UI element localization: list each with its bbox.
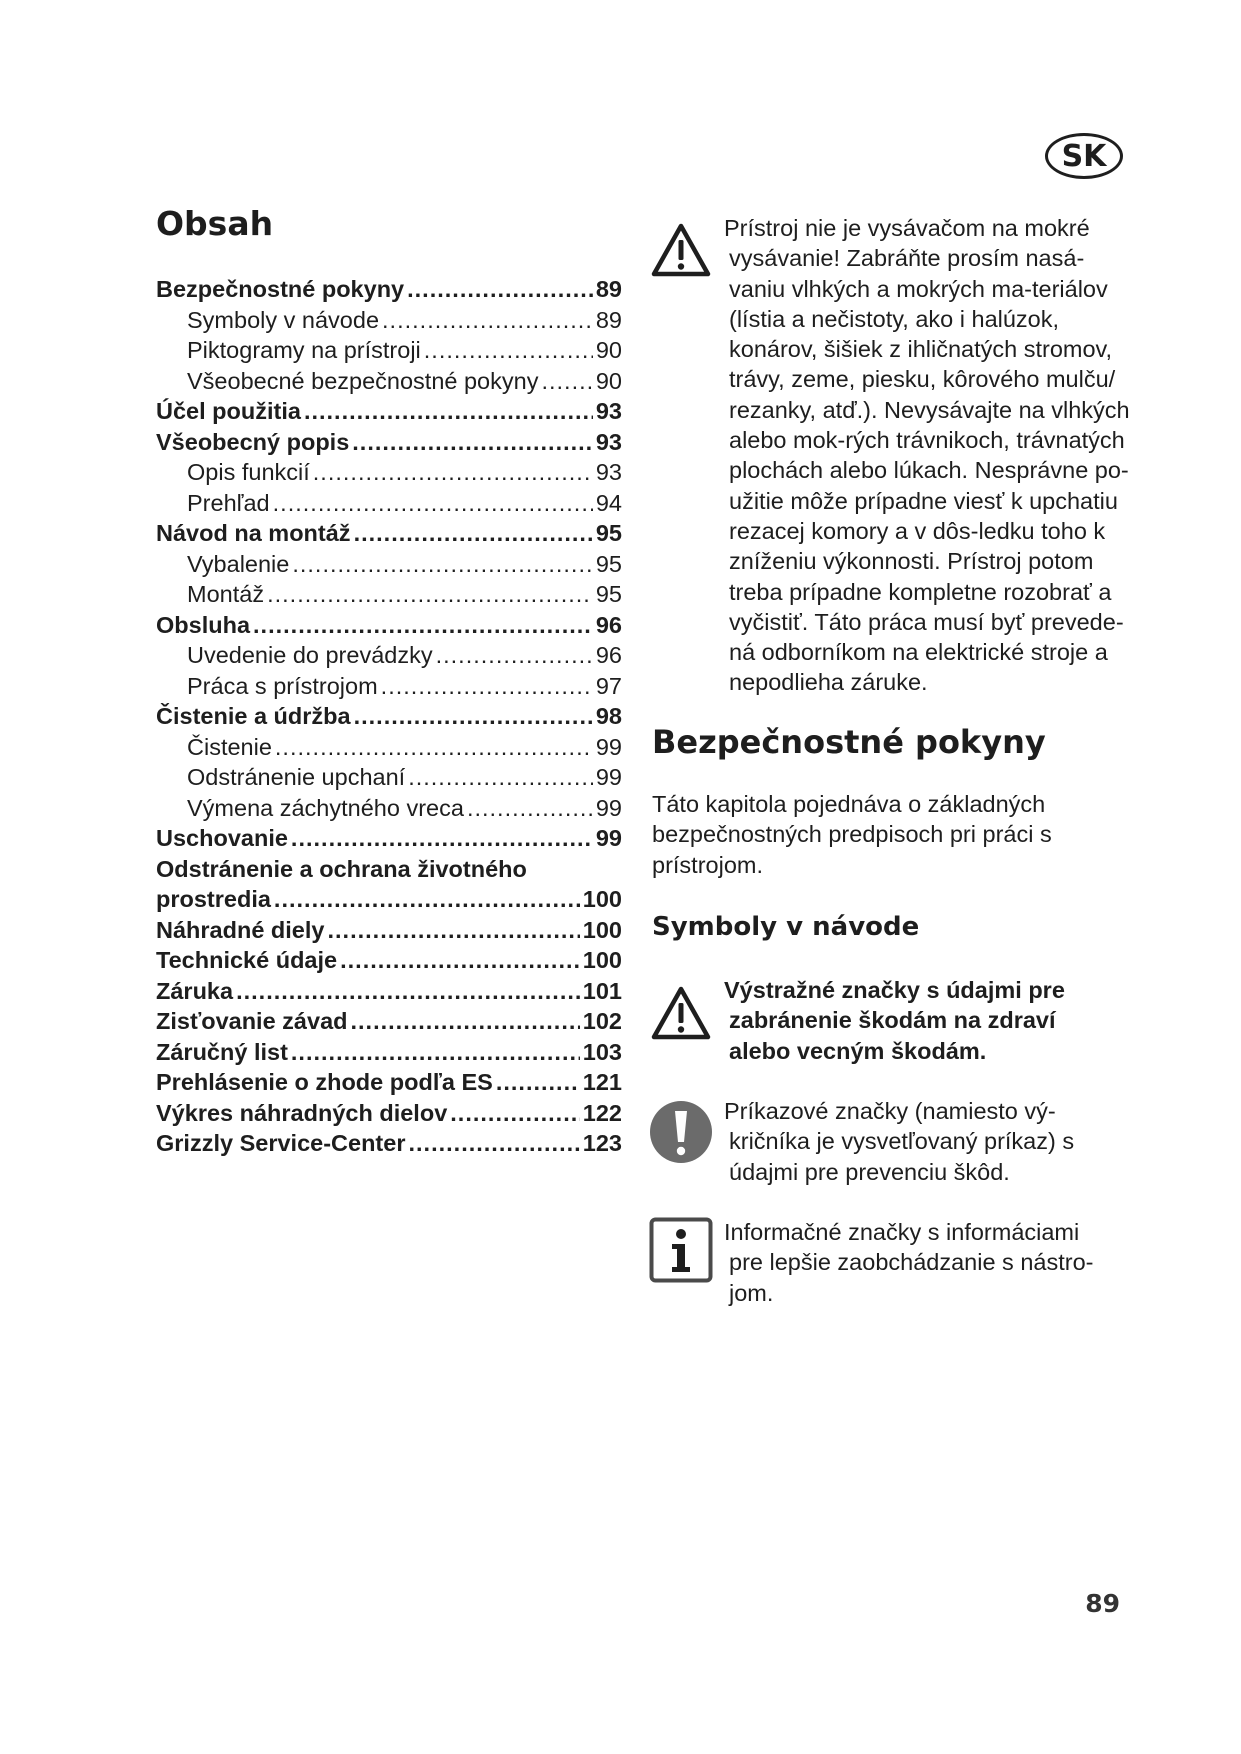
toc-entry-title: Piktogramy na prístroji <box>187 337 421 363</box>
toc-entry-title: Uvedenie do prevádzky <box>187 642 433 668</box>
toc-dot-leader <box>381 671 593 702</box>
toc-entry-title: Všeobecné bezpečnostné pokyny <box>187 367 539 394</box>
toc-dot-leader <box>327 915 579 946</box>
toc-entry-page: 95 <box>595 581 622 607</box>
toc-dot-leader <box>267 579 593 610</box>
toc-entry-page: 98 <box>595 703 622 729</box>
toc-entry <box>156 457 622 488</box>
warning-symbol-description <box>724 975 1164 1066</box>
toc-entry <box>156 884 622 915</box>
toc-entry-page: 99 <box>595 794 622 821</box>
text-line: kričníka je vysvetľovaný príkaz) s <box>729 1128 1075 1155</box>
toc-entry-title: Čistenie <box>187 733 272 760</box>
toc-entry-title: Prehlásenie o zhode podľa ES <box>156 1069 493 1095</box>
toc-dot-leader <box>313 457 593 488</box>
toc-entry <box>156 640 622 671</box>
toc-dot-leader <box>340 945 580 976</box>
toc-dot-leader <box>291 823 593 854</box>
toc-entry-title: Prehľad <box>187 489 270 516</box>
toc-entry-page: 90 <box>595 367 622 394</box>
toc-entry-page: 99 <box>595 764 622 790</box>
toc-entry <box>156 1006 622 1037</box>
text-line: bezpečnostných predpisoch pri práci s <box>652 821 1052 848</box>
page-number: 89 <box>1085 1589 1120 1618</box>
toc-entry-page: 89 <box>595 276 622 302</box>
text-line: Príkazové značky (namiesto vý- <box>724 1098 1056 1124</box>
symbols-subsection-title: Symboly v návode <box>652 912 920 942</box>
toc-entry-title: Opis funkcií <box>187 459 310 485</box>
toc-entry-title: Návod na montáž <box>156 520 351 546</box>
toc-entry-page: 97 <box>595 672 622 699</box>
mandatory-exclamation-icon <box>649 1100 713 1164</box>
toc-entry-title: Záručný list <box>156 1038 288 1065</box>
toc-entry-title: Zisťovanie závad <box>156 1008 348 1034</box>
info-symbol-description <box>724 1217 1164 1308</box>
toc-entry <box>156 701 622 732</box>
toc-entry <box>156 945 622 976</box>
text-line: (lístia a nečistoty, ako i halúzok, <box>729 305 1060 332</box>
toc-dot-leader <box>424 335 593 366</box>
toc-entry-page: 94 <box>595 489 622 516</box>
toc-dot-leader <box>291 1037 580 1068</box>
toc-dot-leader <box>253 610 593 641</box>
toc-entry <box>156 549 622 580</box>
mandatory-symbol-description <box>724 1096 1164 1187</box>
text-line: rezacej komory a v dôs-ledku toho k <box>729 517 1106 544</box>
toc-dot-leader <box>273 488 593 519</box>
text-line: zabránenie škodám na zdraví <box>729 1007 1056 1034</box>
toc-dot-leader <box>450 1098 580 1129</box>
toc-entry-page: 89 <box>595 306 622 333</box>
toc-entry-title: Vybalenie <box>187 550 290 577</box>
warning-triangle-icon <box>650 985 712 1041</box>
toc-entry <box>156 854 622 885</box>
toc-entry <box>156 823 622 854</box>
text-line: vysávanie! Zabráňte prosím nasá- <box>729 245 1085 272</box>
text-line: pre lepšie zaobchádzanie s nástro- <box>729 1249 1094 1276</box>
toc-entry-title: Výkres náhradných dielov <box>156 1099 448 1126</box>
text-line: Informačné značky s informáciami <box>724 1219 1080 1245</box>
toc-entry-page: 101 <box>582 977 622 1004</box>
toc-entry-page: 99 <box>595 825 622 851</box>
toc-entry <box>156 427 622 458</box>
toc-entry-title: Výmena záchytného vreca <box>187 794 464 821</box>
text-line: prístrojom. <box>652 851 763 878</box>
toc-entry <box>156 579 622 610</box>
toc-entry-title: Montáž <box>187 581 265 607</box>
toc-entry-page: 93 <box>595 459 622 485</box>
toc-entry-title: prostredia <box>156 886 271 912</box>
toc-entry-page: 95 <box>595 550 622 577</box>
toc-entry-title: Odstránenie upchaní <box>187 764 406 790</box>
toc-dot-leader <box>354 518 593 549</box>
toc-entry-page: 100 <box>582 916 622 943</box>
toc-entry-title: Čistenie a údržba <box>156 703 351 729</box>
toc-entry-page: 93 <box>595 428 622 455</box>
safety-intro <box>652 789 1132 880</box>
toc-entry-page: 90 <box>595 337 622 363</box>
toc-entry-title: Náhradné diely <box>156 916 325 943</box>
text-line: užitie môže prípadne viesť k upchatiu <box>729 487 1118 514</box>
toc-entry <box>156 793 622 824</box>
toc-entry-page: 96 <box>595 642 622 668</box>
toc-entry-page: 100 <box>582 886 622 912</box>
toc-entry <box>156 518 622 549</box>
toc-dot-leader <box>354 701 593 732</box>
toc-entry-title: Všeobecný popis <box>156 428 350 455</box>
toc-entry <box>156 274 622 305</box>
toc-dot-leader <box>496 1067 580 1098</box>
text-line: trávy, zeme, piesku, kôrového mulču/ <box>729 366 1116 393</box>
text-line: nepodlieha záruke. <box>729 669 928 696</box>
toc-entry-title: Odstránenie a ochrana životného <box>156 855 527 882</box>
toc-dot-leader <box>467 793 593 824</box>
toc-dot-leader <box>274 884 580 915</box>
text-line: treba prípadne kompletne rozobrať a <box>729 578 1112 605</box>
text-line: Prístroj nie je vysávačom na mokré <box>724 215 1090 241</box>
toc-entry-page: 100 <box>582 947 622 973</box>
info-icon <box>649 1217 713 1283</box>
text-line: alebo vecným škodám. <box>729 1037 987 1064</box>
toc-entry-title: Bezpečnostné pokyny <box>156 276 405 302</box>
warning-triangle-icon <box>650 222 712 278</box>
text-line: zníženiu výkonnosti. Prístroj potom <box>729 548 1094 575</box>
toc-entry-title: Grizzly Service-Center <box>156 1130 406 1156</box>
toc-entry-page: 96 <box>595 611 622 638</box>
toc-dot-leader <box>275 732 593 763</box>
toc-dot-leader <box>436 640 593 671</box>
toc-entry-title: Technické údaje <box>156 947 338 973</box>
toc-entry-page: 103 <box>582 1038 622 1065</box>
toc-entry <box>156 610 622 641</box>
text-line: jom. <box>729 1279 774 1306</box>
wet-vacuum-warning-note <box>724 213 1184 698</box>
toc-entry-title: Symboly v návode <box>187 306 380 333</box>
toc-entry-page: 99 <box>595 733 622 760</box>
toc-entry <box>156 915 622 946</box>
text-line: vyčistiť. Táto práca musí byť prevede- <box>729 608 1124 635</box>
language-badge: SK <box>1045 133 1123 179</box>
toc-entry-title: Práca s prístrojom <box>187 672 378 699</box>
toc-entry <box>156 396 622 427</box>
toc-entry <box>156 488 622 519</box>
toc-dot-leader <box>351 1006 580 1037</box>
toc-dot-leader <box>407 274 593 305</box>
toc-dot-leader <box>236 976 580 1007</box>
text-line: rezanky, atď.). Nevysávajte na vlhkých <box>729 396 1130 423</box>
safety-section-title: Bezpečnostné pokyny <box>652 723 1046 761</box>
toc-dot-leader <box>382 305 593 336</box>
text-line: alebo mok-rých trávnikoch, trávnatých <box>729 427 1125 454</box>
toc-entry-title: Záruka <box>156 977 234 1004</box>
text-line: vaniu vlhkých a mokrých ma-teriálov <box>729 275 1108 302</box>
text-line: ná odborníkom na elektrické stroje a <box>729 639 1108 666</box>
toc-entry-page: 121 <box>582 1069 622 1095</box>
toc-dot-leader <box>408 1128 579 1159</box>
toc-entry-page: 102 <box>582 1008 622 1034</box>
toc-dot-leader <box>352 427 593 458</box>
toc-entry <box>156 976 622 1007</box>
toc-entry <box>156 671 622 702</box>
toc-entry <box>156 762 622 793</box>
toc-entry-title: Účel použitia <box>156 398 301 424</box>
toc-entry <box>156 1098 622 1129</box>
toc-entry <box>156 335 622 366</box>
toc-title: Obsah <box>156 204 274 243</box>
toc-dot-leader <box>292 549 593 580</box>
text-line: Táto kapitola pojednáva o základných <box>652 791 1046 817</box>
toc-entry-page: 95 <box>595 520 622 546</box>
text-line: konárov, šišiek z ihličnatých stromov, <box>729 336 1113 363</box>
toc-entry-page: 123 <box>582 1130 622 1156</box>
toc-entry <box>156 1067 622 1098</box>
toc-entry-page: 93 <box>595 398 622 424</box>
text-line: plochách alebo lúkach. Nesprávne po- <box>729 457 1129 484</box>
toc-entry-title: Uschovanie <box>156 825 288 851</box>
toc-entry <box>156 366 622 397</box>
toc-entry <box>156 1128 622 1159</box>
toc-entry <box>156 305 622 336</box>
table-of-contents <box>156 274 622 1159</box>
toc-dot-leader <box>408 762 593 793</box>
toc-dot-leader <box>541 366 592 397</box>
toc-entry <box>156 732 622 763</box>
text-line: údajmi pre prevenciu škôd. <box>729 1158 1010 1185</box>
toc-entry-page: 122 <box>582 1099 622 1126</box>
toc-entry-title: Obsluha <box>156 611 251 638</box>
text-line: Výstražné značky s údajmi pre <box>724 977 1065 1003</box>
toc-entry <box>156 1037 622 1068</box>
toc-dot-leader <box>304 396 593 427</box>
